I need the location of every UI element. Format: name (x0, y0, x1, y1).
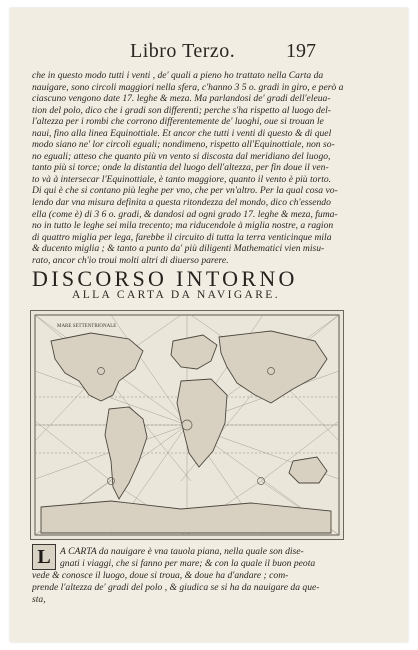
drop-capital: L (32, 544, 56, 570)
text-line: & ducento miglia ; & tanto a punto da' più diligenti Mathematici vien misu- (32, 243, 325, 255)
text-line: ella (come è) di 3 6 o. gradi, & dandosi ad ogni grado 17. leghe & meza, fuma- (32, 208, 338, 220)
text-line: naui, fino alla linea Equinottiale. Et ancor che tutti i venti di questo & di quel (32, 127, 332, 139)
text-line: Di qui è che si contano più leghe per vno, che per vn'altro. Per la qual cosa vo- (32, 185, 338, 197)
text-line: sta, (32, 594, 46, 605)
text-line: tanto più si torce; onde la distantia del luogo dell'altezza, per fin doue il ven- (32, 162, 329, 174)
text-line: gnati i viaggi, che si fanno per mare; & con la quale il buon peota (60, 558, 316, 569)
page-number: 197 (286, 40, 316, 62)
page-header (10, 30, 408, 60)
text-line: modo siano ne' lor circoli eguali; nondimeno, rispetto all'Equinottiale, non so- (32, 139, 335, 151)
map-label: MARE SETTENTRIONALE (57, 324, 117, 329)
book-page (10, 8, 408, 642)
text-line: no in tutto le leghe sei mila trecento; ma riducendole à miglia nostre, a ragion (32, 220, 334, 232)
text-line: che in questo modo tutti i venti , de' quali a pieno ho trattato nella Carta da (32, 70, 324, 81)
discourse-subtitle: ALLA CARTA DA NAVIGARE. (72, 289, 280, 301)
text-line: A CARTA da nauigare è vna tauola piana, nella quale son dise- (60, 546, 304, 557)
text-line: prende l'altezza de' gradi del polo , & giudica se si ha da nauigare da que- (32, 582, 320, 593)
map-illustration (31, 311, 343, 539)
text-line: to và à intersecar l'Equinottiale, è tanto maggiore, quanto il vento è più torto. (32, 173, 332, 185)
text-line: lendo dar vna misura definita a questa ritondezza del mondo, dico ch'essendo (32, 197, 331, 209)
text-line: nauigare, sono circoli maggiori nella sfera, c'hanno 3 5 o. gradi in giro, e però a (32, 81, 344, 93)
discourse-title: DISCORSO INTORNO (32, 266, 298, 291)
text-line: di quattro miglia per lega, farebbe il circuito di tutta la terra venticinque mila (32, 231, 332, 243)
running-head: Libro Terzo. (130, 40, 236, 62)
text-line: rato, ancor ch'io troui molti altri di diuerso parere. (32, 254, 229, 266)
text-line: ciascuno vengono date 17. leghe & meza. Ma parlandosi de' gradi dell'eleua- (32, 93, 331, 105)
text-line: no eguali; atteso che quanto più vn vento si discosta dal meridiano del luogo, (32, 150, 331, 162)
closing-paragraph (32, 546, 388, 606)
body-text (32, 70, 388, 266)
text-line: l'altezza per i rombi che corrono differentemente de' luoghi, oue si trouan le (32, 116, 324, 128)
world-map-engraving (30, 310, 344, 540)
text-line: tion del polo, dico che i gradi son differenti; perche s'ha rispetto al luogo del- (32, 104, 331, 116)
text-line: vede & conosce il luogo, doue si troua, & doue ha d'andare ; com- (32, 570, 289, 581)
